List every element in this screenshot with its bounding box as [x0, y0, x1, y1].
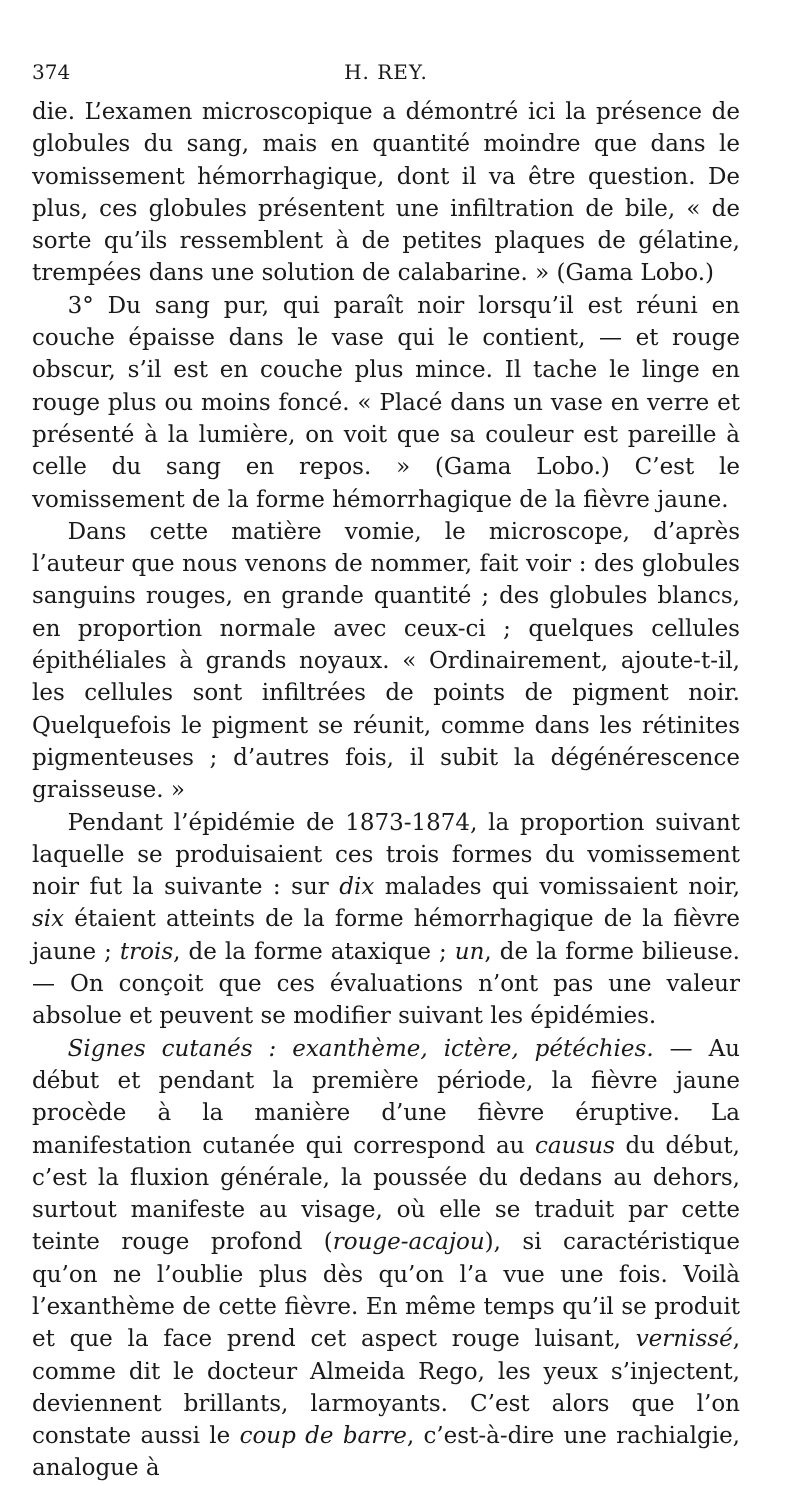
- paragraph: [32, 516, 740, 807]
- paragraph: [32, 807, 740, 1033]
- text-run: 3° Du sang pur, qui paraît noir lorsqu’il est réuni en couche épaisse dans le vase qui le contient, — et rouge obscur, s’il est en couche plus mince. Il tache le linge en rouge plus ou moins foncé. « Placé dans un vase en verre et présenté à la lumière, on voit que sa couleur est pareille à celle du sang en repos. » (Gama Lobo.) C’est le vomissement de la forme hémorrhagique de la fièvre jaune.: [32, 292, 740, 513]
- body-text: [32, 96, 740, 1485]
- page-header: [32, 60, 740, 90]
- italic-text: trois: [119, 938, 174, 965]
- text-run: — Au début et pendant la première période, la fièvre jaune procède à la manière d’une fièvre éruptive. La manifestation cutanée qui correspond au: [32, 1035, 740, 1159]
- text-run: die. L’examen microscopique a démontré ici la présence de globules du sang, mais en quantité moindre que dans le vomissement hémorrhagique, dont il va être question. De plus, ces globules présentent une infiltration de bile, « de sorte qu’ils ressemblent à de petites plaques de gélatine, trempées dans une solution de calabarine. » (Gama Lobo.): [32, 99, 740, 287]
- italic-text: coup de barre: [239, 1423, 407, 1450]
- text-run: malades qui vomissaient noir,: [374, 874, 741, 901]
- italic-text: six: [32, 906, 65, 933]
- paragraph: [32, 96, 740, 290]
- italic-text: un: [454, 938, 485, 965]
- text-run: étaient atteints de la forme hémorrhagique de la fièvre jaune ;: [32, 906, 740, 965]
- text-run: , de la forme ataxique ;: [173, 938, 455, 965]
- italic-text: dix: [339, 874, 375, 901]
- text-run: du début, c’est la fluxion générale, la poussée du dedans au dehors, surtout manifeste au visage, où elle se traduit par cette teinte rouge profond (: [32, 1132, 740, 1256]
- page-number: 374: [32, 60, 71, 84]
- italic-text: rouge-acajou: [332, 1229, 485, 1256]
- italic-text: Signes cutanés : exanthème, ictère, pétéchies.: [67, 1035, 654, 1062]
- paragraph: [32, 1033, 740, 1485]
- italic-text: causus: [535, 1132, 615, 1159]
- text-run: , c’est-à-dire une rachialgie, analogue à: [32, 1423, 740, 1482]
- text-run: , de la forme bilieuse. — On conçoit que ces évaluations n’ont pas une valeur absolue et peuvent se modifier suivant les épidémies.: [32, 938, 740, 1030]
- italic-text: vernissé: [635, 1326, 733, 1353]
- text-run: Dans cette matière vomie, le microscope, d’après l’auteur que nous venons de nommer, fait voir : des globules sanguins rouges, en grande quantité ; des globules blancs, en proportion normale avec ceux-ci ; quelques cellules épithéliales à grands noyaux. « Ordinairement, ajoute-t-il, les cellules sont infiltrées de points de pigment noir. Quelquefois le pigment se réunit, comme dans les rétinites pigmenteuses ; d’autres fois, il subit la dégénérescence graisseuse. »: [32, 518, 740, 804]
- text-run: ), si caractéristique qu’on ne l’oublie plus dès qu’on l’a vue une fois. Voilà l’exanthème de cette fièvre. En même temps qu’il se produit et que la face prend cet aspect rouge luisant,: [32, 1229, 740, 1353]
- running-title: H. REY.: [344, 60, 428, 84]
- text-run: Pendant l’épidémie de 1873-1874, la proportion suivant laquelle se produisaient ces trois formes du vomissement noir fut la suivante : sur: [32, 809, 740, 901]
- paragraph: [32, 290, 740, 516]
- text-run: , comme dit le docteur Almeida Rego, les yeux s’injectent, deviennent brillants, larmoyants. C’est alors que l’on constate aussi le: [32, 1326, 740, 1450]
